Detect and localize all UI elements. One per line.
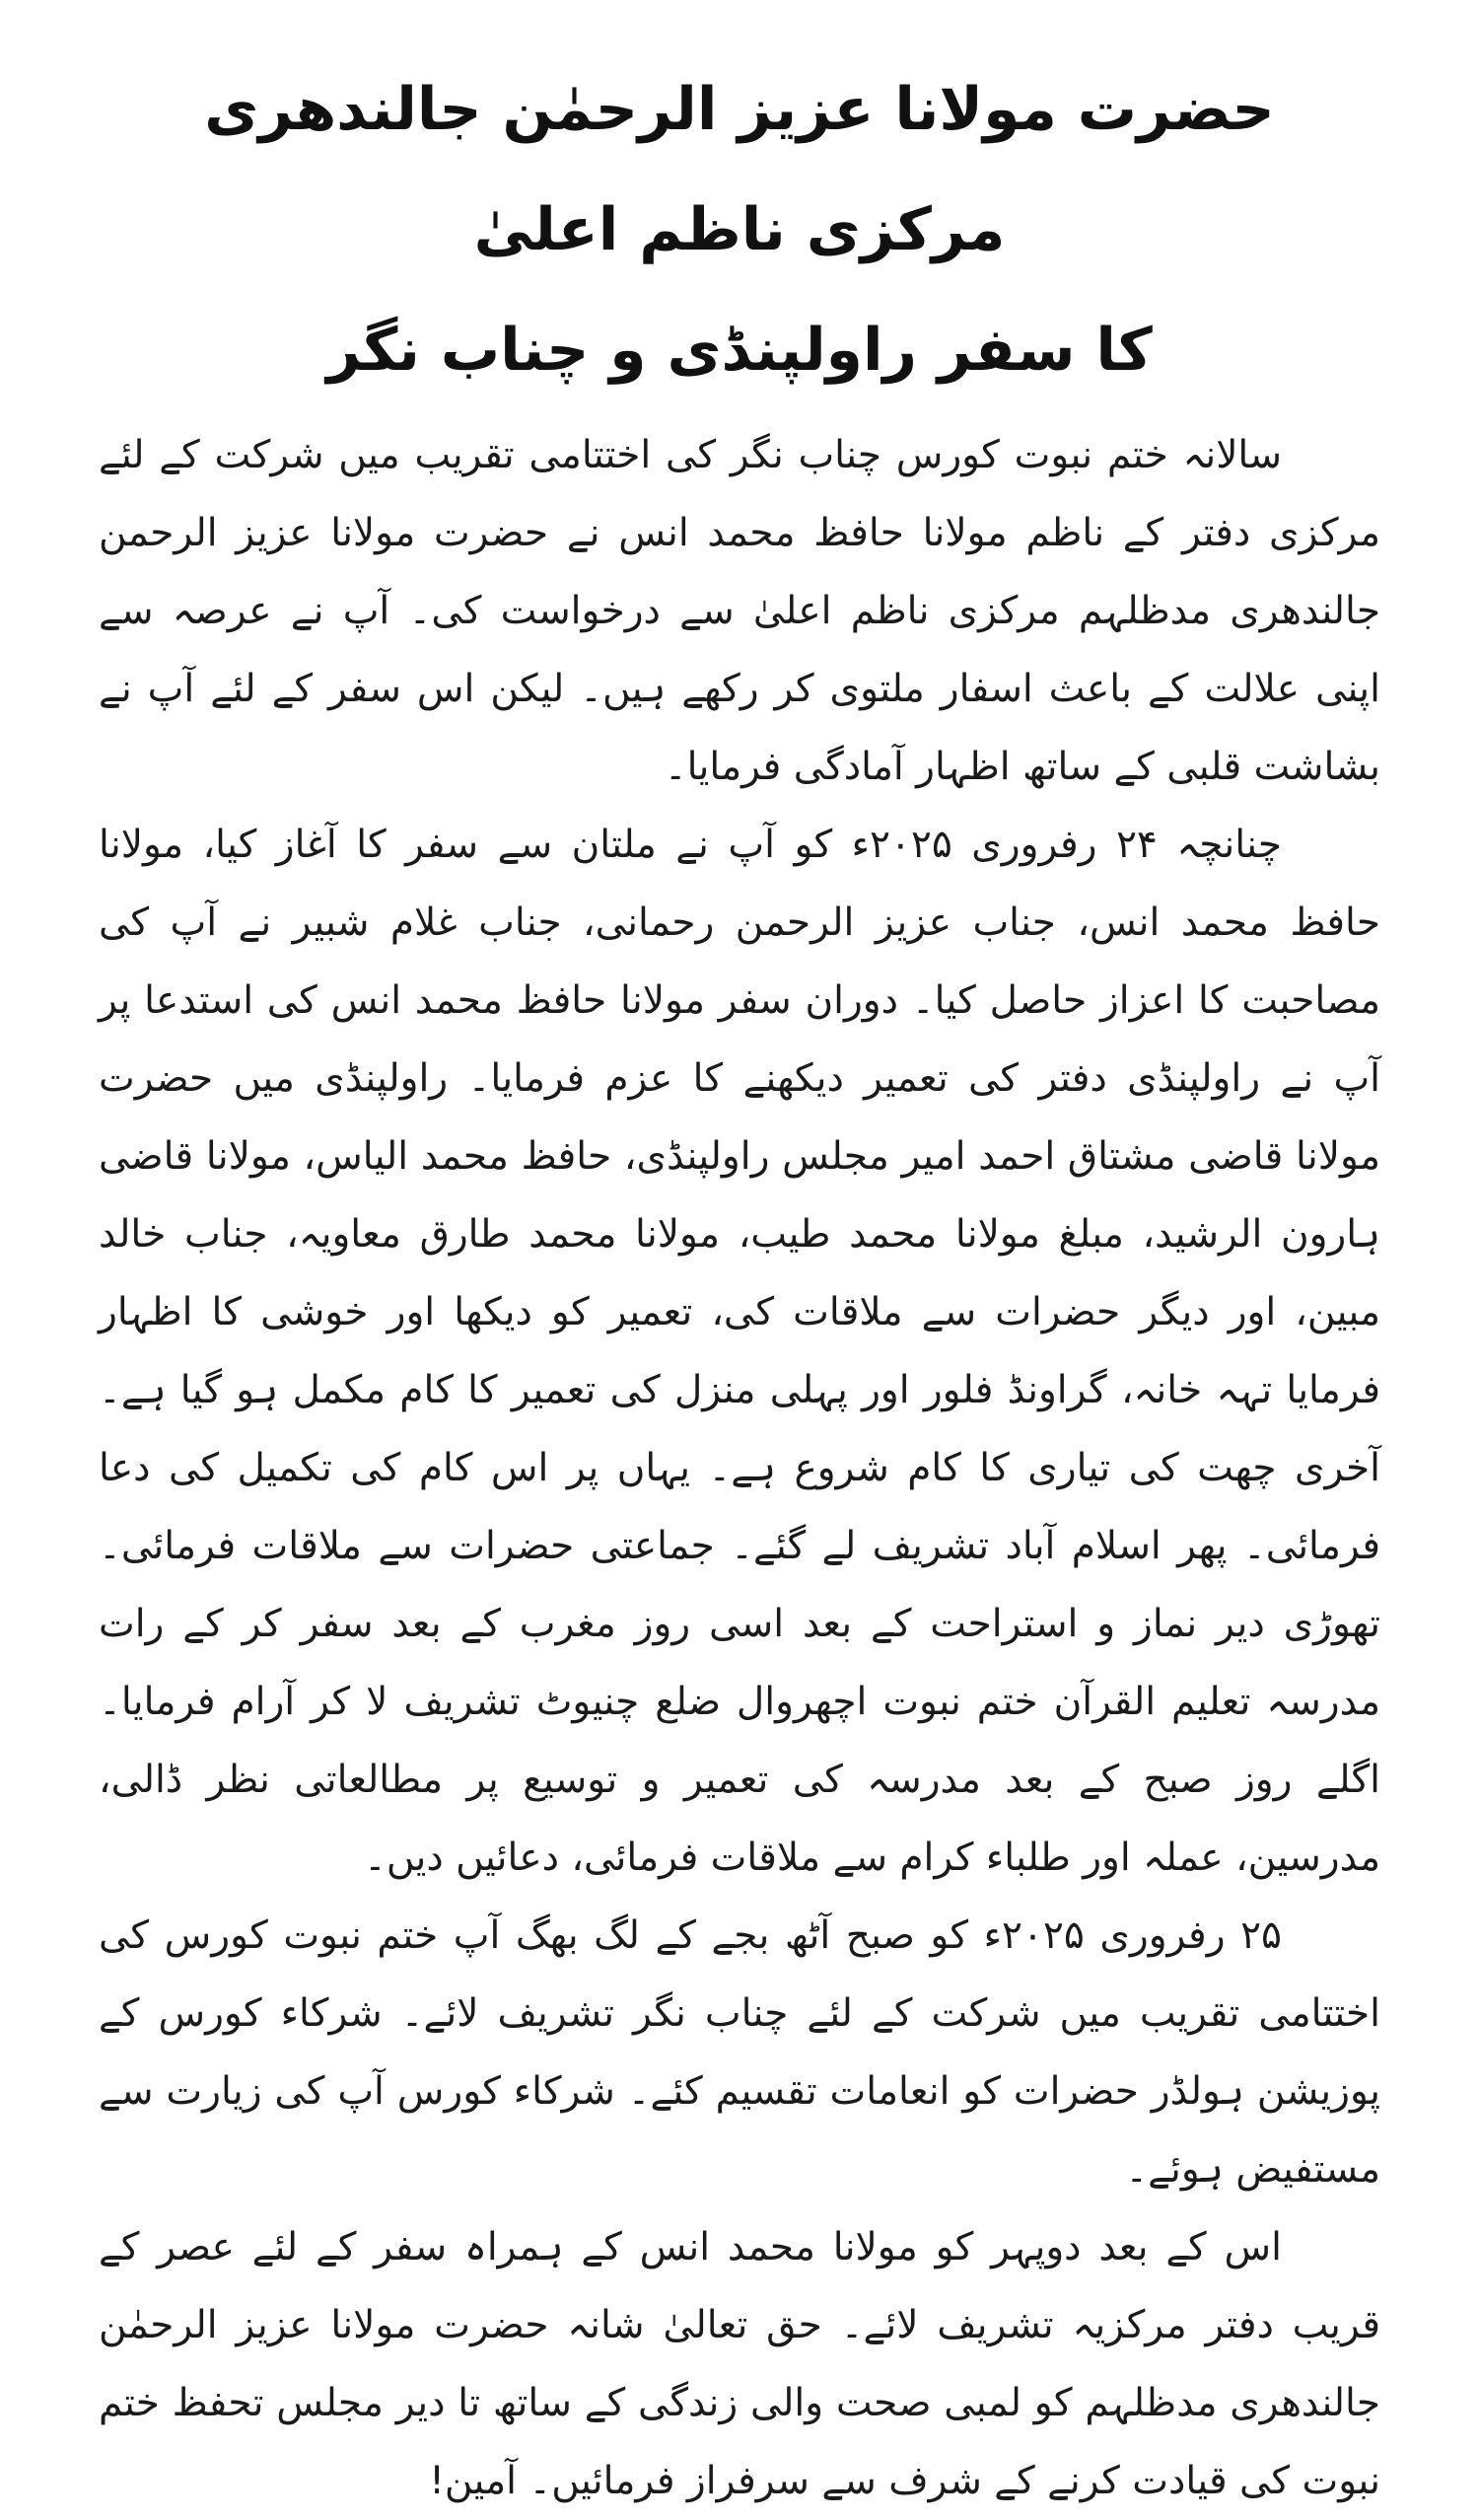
article-body [99,416,1380,2520]
paragraph-4: اس کے بعد دوپہر کو مولانا محمد انس کے ہمراہ سفر کے لئے عصر کے قریب دفتر مرکزیہ تشریف لائے۔ حق تعالیٰ شانہ حضرت مولانا عزیز الرحمٰن جالندھری مدظلہم کو لمبی صحت والی زندگی کے ساتھ تا دیر مجلس تحفظ ختم نبوت کی قیادت کرنے کے شرف سے سرفراز فرمائیں۔ آمین! [99,2225,1380,2503]
paragraph-3: ۲۵ رفروری ۲۰۲۵ء کو صبح آٹھ بجے کے لگ بھگ آپ ختم نبوت کورس کی اختتامی تقریب میں شرکت کے لئے چناب نگر تشریف لائے۔ شرکاء کورس کے پوزیشن ہولڈر حضرات کو انعامات تقسیم کئے۔ شرکاء کورس آپ کی زیارت سے مستفیض ہوئے۔ [99,1913,1380,2192]
paragraph-2: چنانچہ ۲۴ رفروری ۲۰۲۵ء کو آپ نے ملتان سے سفر کا آغاز کیا، مولانا حافظ محمد انس، جناب عزیز الرحمن رحمانی، جناب غلام شبیر نے آپ کی مصاحبت کا اعزاز حاصل کیا۔ دوران سفر مولانا حافظ محمد انس کی استدعا پر آپ نے راولپنڈی دفتر کی تعمیر دیکھنے کا عزم فرمایا۔ راولپنڈی میں حضرت مولانا قاضی مشتاق احمد امیر مجلس راولپنڈی، حافظ محمد الیاس، مولانا قاضی ہارون الرشید، مبلغ مولانا محمد طیب، مولانا محمد طارق معاویہ، جناب خالد مبین، اور دیگر حضرات سے ملاقات کی، تعمیر کو دیکھا اور خوشی کا اظہار فرمایا تہہ خانہ، گراونڈ فلور اور پہلی منزل کی تعمیر کا کام مکمل ہو گیا ہے۔ آخری چھت کی تیاری کا کام شروع ہے۔ یہاں پر اس کام کی تکمیل کی دعا فرمائی۔ پھر اسلام آباد تشریف لے گئے۔ جماعتی حضرات سے ملاقات فرمائی۔ تھوڑی دیر نماز و استراحت کے بعد اسی روز مغرب کے بعد سفر کر کے رات مدرسہ تعلیم القرآن ختم نبوت اچھروال ضلع چنیوٹ تشریف لا کر آرام فرمایا۔ اگلے روز صبح کے بعد مدرسہ کی تعمیر و توسیع پر مطالعاتی نظر ڈالی، مدرسین، عملہ اور طلباء کرام سے ملاقات فرمائی، دعائیں دیں۔ [99,823,1380,1880]
title-line-1: حضرت مولانا عزیز الرحمٰن جالندھری مرکزی ناظم اعلیٰ [204,75,1275,264]
paragraph-1: سالانہ ختم نبوت کورس چناب نگر کی اختتامی تقریب میں شرکت کے لئے مرکزی دفتر کے ناظم مولانا حافظ محمد انس نے حضرت مولانا عزیز الرحمن جالندھری مدظلہم مرکزی ناظم اعلیٰ سے درخواست کی۔ آپ نے عرصہ سے اپنی علالت کے باعث اسفار ملتوی کر رکھے ہیں۔ لیکن اس سفر کے لئے آپ نے بشاشت قلبی کے ساتھ اظہار آمادگی فرمایا۔ [99,433,1380,789]
article-title [99,49,1380,410]
title-line-2: کا سفر راولپنڈی و چناب نگر [326,316,1153,385]
article [99,49,1380,2503]
